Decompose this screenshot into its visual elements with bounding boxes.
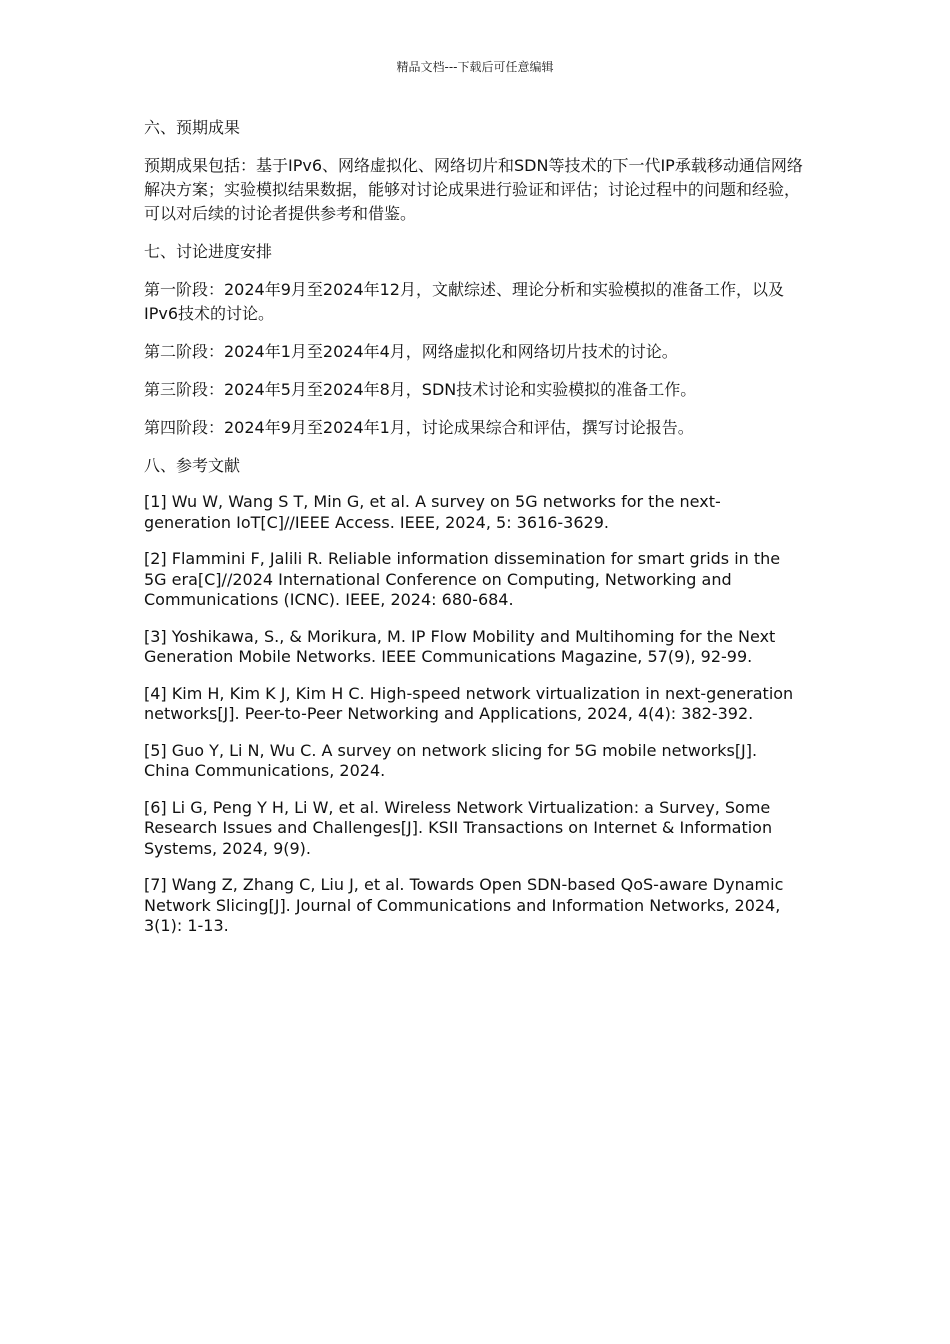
reference-item: [7] Wang Z, Zhang C, Liu J, et al. Towards Open SDN-based QoS-aware Dynamic Network Slicing[J]. Journal of Communications and Information Networks, 2024, 3(1): 1-13.	[144, 875, 784, 935]
reference-item: [3] Yoshikawa, S., & Morikura, M. IP Flow Mobility and Multihoming for the Next Generation Mobile Networks. IEEE Communications Magazine, 57(9), 92-99.	[144, 626, 776, 666]
section-6-heading: 六、预期成果	[144, 118, 241, 137]
schedule-phase-1: 第一阶段：2024年9月至2024年12月，文献综述、理论分析和实验模拟的准备工作，以及IPv6技术的讨论。	[144, 280, 784, 323]
schedule-phase-2: 第二阶段：2024年1月至2024年4月，网络虚拟化和网络切片技术的讨论。	[144, 342, 678, 361]
page-header: 精品文档---下载后可任意编辑	[396, 60, 554, 74]
reference-item: [6] Li G, Peng Y H, Li W, et al. Wireless Network Virtualization: a Survey, Some Research Issues and Challenges[J]. KSII Transactions on Internet & Information Systems, 2024, 9(9).	[144, 797, 773, 858]
schedule-phase-4: 第四阶段：2024年9月至2024年1月，讨论成果综合和评估，撰写讨论报告。	[144, 418, 694, 437]
reference-item: [2] Flammini F, Jalili R. Reliable information dissemination for smart grids in the 5G era[C]//2024 International Conference on Computing, Networking and Communications (ICNC). IEEE, 2024: 680-684.	[144, 549, 781, 609]
expected-results-paragraph: 预期成果包括：基于IPv6、网络虚拟化、网络切片和SDN等技术的下一代IP承载移动通信网络解决方案；实验模拟结果数据，能够对讨论成果进行验证和评估；讨论过程中的问题和经验，可以对后续的讨论者提供参考和借鉴。	[144, 156, 803, 223]
reference-list	[144, 492, 806, 937]
document-body	[144, 116, 806, 953]
reference-item: [5] Guo Y, Li N, Wu C. A survey on network slicing for 5G mobile networks[J]. China Communications, 2024.	[144, 740, 758, 780]
reference-item: [1] Wu W, Wang S T, Min G, et al. A survey on 5G networks for the next-generation IoT[C]//IEEE Access. IEEE, 2024, 5: 3616-3629.	[144, 492, 721, 532]
schedule-phase-3: 第三阶段：2024年5月至2024年8月，SDN技术讨论和实验模拟的准备工作。	[144, 380, 697, 399]
section-8-heading: 八、参考文献	[144, 456, 241, 475]
reference-item: [4] Kim H, Kim K J, Kim H C. High-speed network virtualization in next-generation networks[J]. Peer-to-Peer Networking and Applications, 2024, 4(4): 382-392.	[144, 683, 794, 723]
section-7-heading: 七、讨论进度安排	[144, 242, 273, 261]
